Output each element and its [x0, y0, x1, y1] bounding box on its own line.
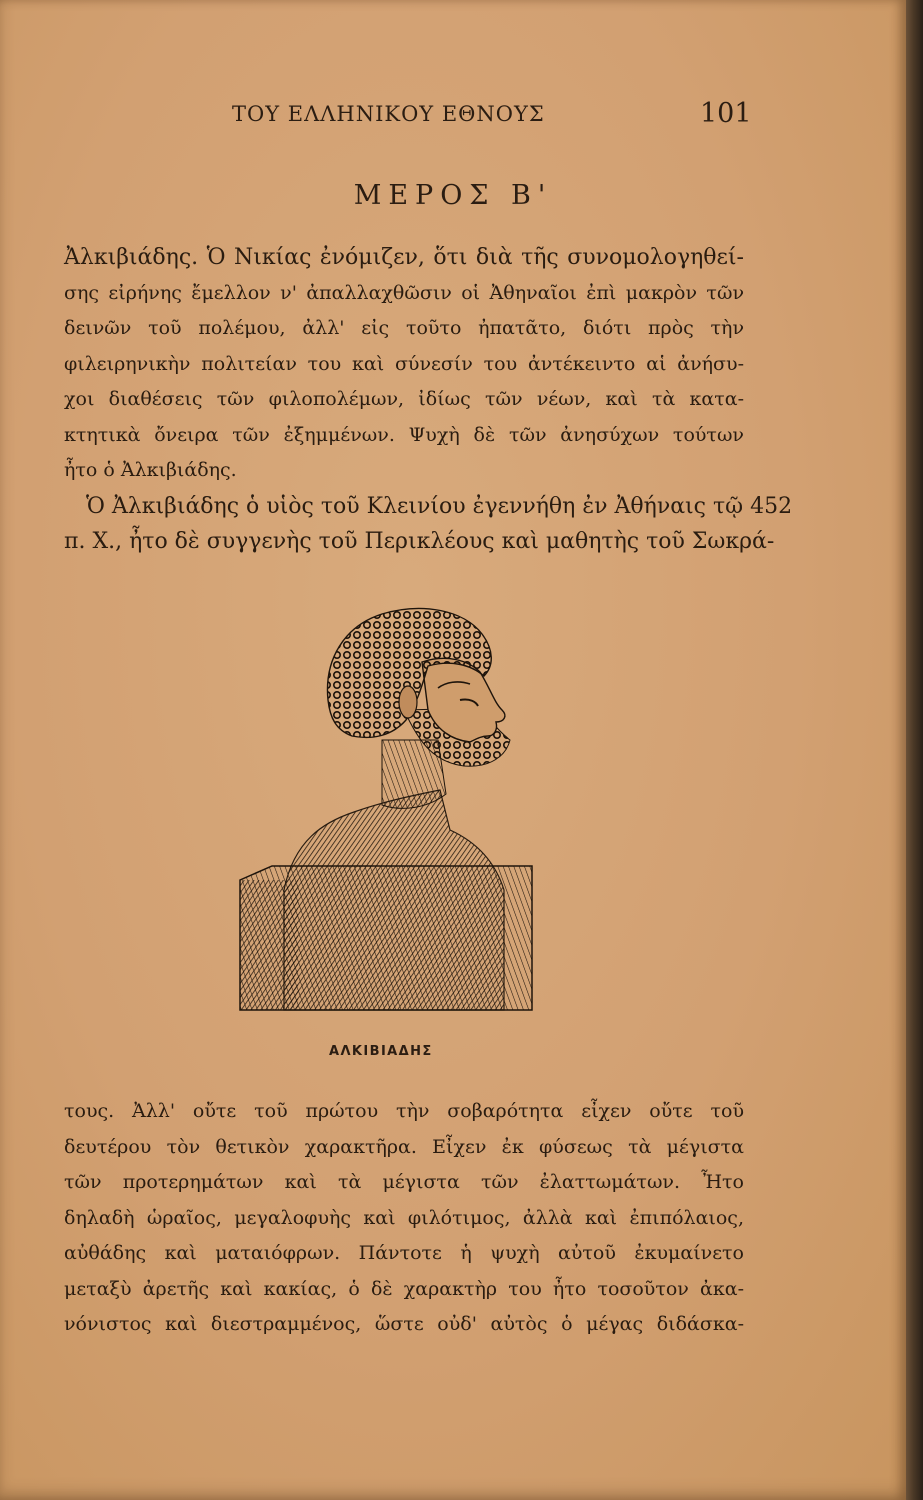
text-line: σης εἰρήνης ἔμελλον ν' ἀπαλλαχθῶσιν οἱ Ἀθηναῖοι ἐπὶ μακρὸν τῶν [64, 281, 744, 304]
body-text-bottom [64, 1094, 744, 1343]
text-line: δηλαδὴ ὡραῖος, μεγαλοφυὴς καὶ φιλότιμος, ἀλλὰ καὶ ἐπιπόλαιος, [64, 1206, 744, 1229]
figure-caption: ΑΛΚΙΒΙΑΔΗΣ [329, 1044, 433, 1059]
text-line: Ἀλκιβιάδης. Ὁ Νικίας ἐνόμιζεν, ὅτι διὰ τῆς συνομολογηθεί- [64, 245, 744, 270]
text-line: τῶν προτερημάτων καὶ τὰ μέγιστα τῶν ἐλαττωμάτων. Ἦτο [64, 1171, 744, 1193]
text-line: π. Χ., ἦτο δὲ συγγενὴς τοῦ Περικλέους καὶ μαθητὴς τοῦ Σωκρά- [64, 529, 775, 554]
text-line: τους. Ἀλλ' οὔτε τοῦ πρώτου τὴν σοβαρότητα εἶχεν οὔτε τοῦ [64, 1100, 744, 1122]
book-edge [906, 0, 923, 1500]
text-line: ἦτο ὁ Ἀλκιβιάδης. [64, 459, 237, 481]
running-header [0, 98, 906, 134]
text-line: χοι διαθέσεις τῶν φιλοπολέμων, ἰδίως τῶν νέων, καὶ τὰ κατα- [64, 388, 744, 410]
body-text-top [64, 240, 793, 560]
page-number: 101 [700, 98, 752, 129]
text-line: δευτέρου τὸν θετικὸν χαρακτῆρα. Εἶχεν ἐκ φύσεως τὰ μέγιστα [64, 1135, 744, 1158]
text-line: δεινῶν τοῦ πολέμου, ἀλλ' εἰς τοῦτο ἠπατᾶτο, διότι πρὸς τὴν [64, 317, 744, 339]
text-line: μεταξὺ ἀρετῆς καὶ κακίας, ὁ δὲ χαρακτὴρ του ἦτο τοσοῦτον ἀκα- [64, 1277, 744, 1300]
text-line: φιλειρηνικὴν πολιτείαν του καὶ σύνεσίν του ἀντέκειντο αἱ ἀνήσυ- [64, 352, 744, 375]
running-title: ΤΟΥ ΕΛΛΗΝΙΚΟΥ ΕΘΝΟΥΣ [232, 102, 545, 126]
part-heading: ΜΕΡΟΣ Β' [353, 180, 553, 211]
text-line: Ὁ Ἀλκιβιάδης ὁ υἱὸς τοῦ Κλεινίου ἐγεννήθη ἐν Ἀθήναις τῷ 452 [86, 493, 793, 519]
text-line: νόνιστος καὶ διεστραμμένος, ὥστε οὐδ' αὐτὸς ὁ μέγας διδάσκα- [64, 1313, 744, 1335]
text-line: αὐθάδης καὶ ματαιόφρων. Πάντοτε ἡ ψυχὴ αὐτοῦ ἐκυμαίνετο [64, 1242, 744, 1264]
text-line: κτητικὰ ὄνειρα τῶν ἐξημμένων. Ψυχὴ δὲ τῶν ἀνησύχων τούτων [64, 423, 744, 446]
bust-engraving-icon [232, 590, 542, 1020]
